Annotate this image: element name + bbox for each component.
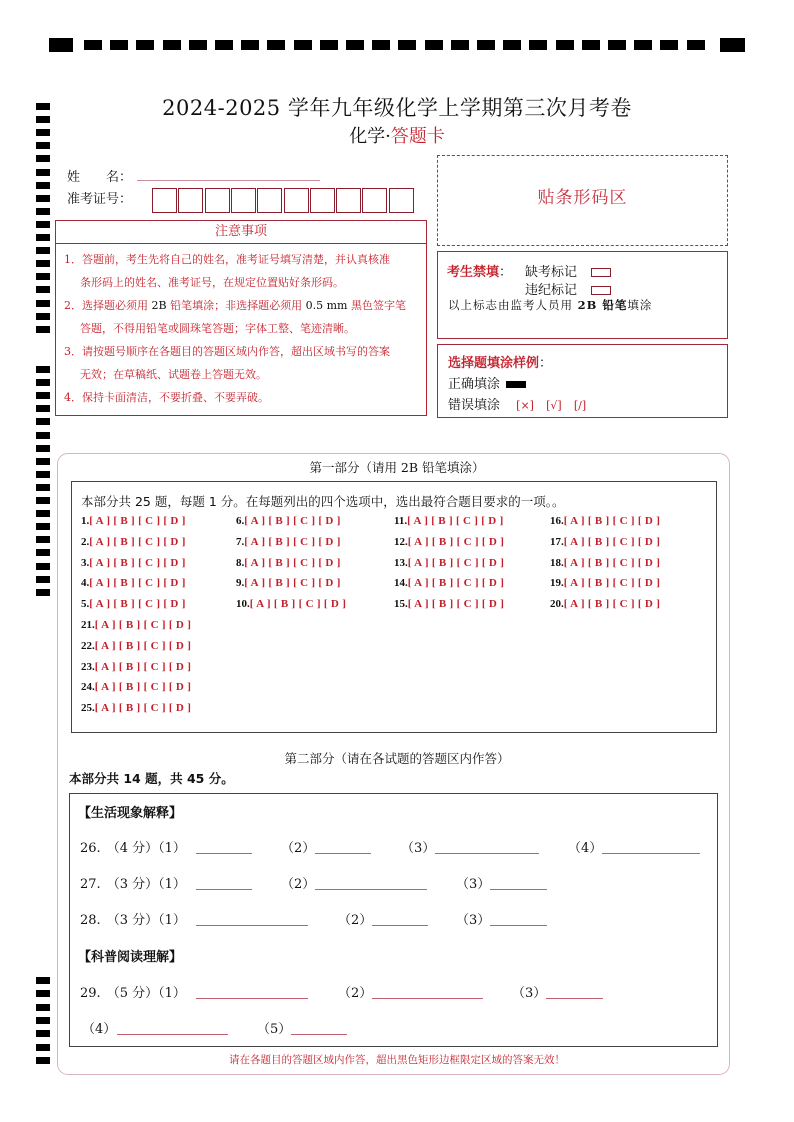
notice-item-4: 4．保持卡面清洁，不要折叠、不要弄破。 bbox=[64, 391, 269, 404]
timing-mark bbox=[582, 40, 600, 50]
timing-mark bbox=[136, 40, 154, 50]
page-title: 2024-2025 学年九年级化学上学期第三次月考卷 bbox=[162, 96, 632, 120]
timing-mark bbox=[36, 169, 50, 176]
choice-section bbox=[71, 481, 717, 733]
id-digit-box[interactable] bbox=[152, 188, 177, 213]
timing-mark bbox=[36, 445, 50, 452]
q28-answer-3[interactable] bbox=[490, 915, 547, 926]
q27-label-3: （3） bbox=[456, 877, 491, 892]
timing-mark bbox=[36, 221, 50, 228]
timing-mark bbox=[608, 40, 626, 50]
q26-label-4: （4） bbox=[568, 841, 603, 856]
timing-mark bbox=[36, 589, 50, 596]
q26-answer-1[interactable] bbox=[196, 843, 252, 854]
timing-mark bbox=[241, 40, 259, 50]
q28-answer-2[interactable] bbox=[372, 915, 428, 926]
choice-question-13[interactable]: 13.[ A ] [ B ] [ C ] [ D ] bbox=[394, 556, 505, 569]
timing-mark bbox=[36, 313, 50, 320]
question-26: 26. （4 分）（1） bbox=[80, 841, 186, 856]
timing-mark bbox=[36, 536, 50, 543]
barcode-area: 贴条形码区 bbox=[437, 155, 728, 246]
timing-mark bbox=[110, 40, 128, 50]
timing-mark bbox=[634, 40, 652, 50]
timing-mark bbox=[320, 40, 338, 50]
q26-label-3: （3） bbox=[401, 841, 436, 856]
timing-mark bbox=[36, 432, 50, 439]
part2-summary: 本部分共 14 题，共 45 分。 bbox=[69, 771, 234, 786]
timing-mark bbox=[36, 576, 50, 583]
timing-mark bbox=[477, 40, 495, 50]
correct-fill-example bbox=[506, 381, 526, 388]
page-subtitle bbox=[0, 122, 794, 148]
absent-mark-row: 缺考标记 bbox=[525, 261, 611, 280]
timing-mark bbox=[36, 497, 50, 504]
q27-label-2: （2） bbox=[281, 877, 316, 892]
q26-label-2: （2） bbox=[281, 841, 316, 856]
subtitle-prefix: 化学· bbox=[349, 126, 391, 147]
id-digit-box[interactable] bbox=[389, 188, 414, 213]
timing-mark bbox=[36, 326, 50, 333]
timing-mark bbox=[36, 247, 50, 254]
choice-question-18[interactable]: 18.[ A ] [ B ] [ C ] [ D ] bbox=[550, 556, 661, 569]
timing-mark bbox=[36, 1017, 50, 1024]
q27-answer-1[interactable] bbox=[196, 879, 252, 890]
choice-question-17[interactable]: 17.[ A ] [ B ] [ C ] [ D ] bbox=[550, 535, 661, 548]
q29-answer-5[interactable] bbox=[291, 1024, 347, 1035]
q27-answer-2[interactable] bbox=[315, 879, 427, 890]
choice-question-11[interactable]: 11.[ A ] [ B ] [ C ] [ D ] bbox=[394, 515, 504, 527]
q29-answer-3[interactable] bbox=[546, 988, 603, 999]
notice-item-1-cont: 条形码上的姓名、准考证号，在规定位置贴好条形码。 bbox=[80, 276, 344, 289]
wrong-fill-row: 错误填涂 [×] [√] [/] bbox=[448, 398, 587, 413]
timing-mark bbox=[36, 392, 50, 399]
id-digit-box[interactable] bbox=[178, 188, 203, 213]
choice-question-8[interactable]: 8.[ A ] [ B ] [ C ] [ D ] bbox=[236, 556, 341, 569]
choice-question-19[interactable]: 19.[ A ] [ B ] [ C ] [ D ] bbox=[550, 577, 661, 590]
timing-mark bbox=[36, 1004, 50, 1011]
question-27: 27. （3 分）（1） bbox=[80, 877, 186, 892]
timing-mark bbox=[36, 260, 50, 267]
notice-header: 注意事项 bbox=[55, 220, 427, 244]
q28-answer-1[interactable] bbox=[196, 915, 308, 926]
q29-label-4: （4） bbox=[82, 1022, 117, 1037]
choice-question-12[interactable]: 12.[ A ] [ B ] [ C ] [ D ] bbox=[394, 535, 505, 548]
choice-question-5[interactable]: 5.[ A ] [ B ] [ C ] [ D ] bbox=[81, 598, 186, 611]
violation-mark-row: 违纪标记 bbox=[525, 279, 611, 298]
part1-instructions: 本部分共 25 题，每题 1 分。在每题列出的四个选项中，选出最符合题目要求的一项。。 bbox=[81, 494, 565, 509]
subtitle-highlight: 答题卡 bbox=[390, 126, 445, 147]
examiner-note: 以上标志由监考人员用 2B 铅笔填涂 bbox=[448, 298, 653, 312]
q28-label-2: （2） bbox=[338, 913, 373, 928]
timing-mark bbox=[36, 379, 50, 386]
notice-item-3: 3．请按题号顺序在各题目的答题区域内作答，超出区域书写的答案 bbox=[64, 345, 390, 358]
section-life-phenomena: 【生活现象解释】 bbox=[78, 806, 183, 821]
violation-mark-checkbox[interactable] bbox=[591, 286, 611, 295]
name-field[interactable] bbox=[137, 180, 320, 181]
name-label: 姓 名： bbox=[67, 170, 133, 185]
timing-mark bbox=[163, 40, 181, 50]
notice-item-2-cont: 答题，不得用铅笔或圆珠笔答题；字体工整、笔迹清晰。 bbox=[80, 322, 355, 335]
q29-answer-2[interactable] bbox=[372, 988, 483, 999]
timing-mark bbox=[372, 40, 390, 50]
choice-question-9[interactable]: 9.[ A ] [ B ] [ C ] [ D ] bbox=[236, 577, 341, 590]
part2-title: 第二部分（请在各试题的答题区内作答） bbox=[284, 751, 510, 766]
choice-question-23[interactable]: 23.[ A ] [ B ] [ C ] [ D ] bbox=[81, 660, 192, 673]
q28-label-3: （3） bbox=[456, 913, 491, 928]
choice-question-21[interactable]: 21.[ A ] [ B ] [ C ] [ D ] bbox=[81, 619, 192, 631]
q29-label-2: （2） bbox=[338, 986, 373, 1001]
id-digit-box[interactable] bbox=[310, 188, 335, 213]
choice-question-22[interactable]: 22.[ A ] [ B ] [ C ] [ D ] bbox=[81, 639, 192, 652]
q29-answer-1[interactable] bbox=[196, 988, 308, 999]
timing-mark bbox=[36, 182, 50, 189]
choice-question-10[interactable]: 10.[ A ] [ B ] [ C ] [ D ] bbox=[236, 598, 347, 611]
choice-question-6[interactable]: 6.[ A ] [ B ] [ C ] [ D ] bbox=[236, 515, 341, 527]
id-label: 准考证号： bbox=[67, 192, 133, 207]
question-29: 29. （5 分）（1） bbox=[80, 986, 186, 1001]
section-science-reading: 【科普阅读理解】 bbox=[78, 950, 183, 965]
choice-question-14[interactable]: 14.[ A ] [ B ] [ C ] [ D ] bbox=[394, 577, 505, 590]
notice-item-2: 2．选择题必须用 2B 铅笔填涂；非选择题必须用 0.5 mm 黑色签字笔 bbox=[64, 299, 406, 312]
choice-question-4[interactable]: 4.[ A ] [ B ] [ C ] [ D ] bbox=[81, 577, 186, 590]
timing-mark bbox=[720, 38, 745, 52]
timing-mark bbox=[36, 405, 50, 412]
correct-fill-row: 正确填涂 bbox=[448, 373, 526, 392]
timing-mark bbox=[503, 40, 521, 50]
timing-mark bbox=[36, 366, 50, 373]
timing-mark bbox=[36, 484, 50, 491]
timing-mark bbox=[556, 40, 574, 50]
choice-question-25[interactable]: 25.[ A ] [ B ] [ C ] [ D ] bbox=[81, 702, 192, 715]
timing-mark bbox=[36, 523, 50, 530]
fill-in-section bbox=[69, 793, 718, 1047]
choice-question-15[interactable]: 15.[ A ] [ B ] [ C ] [ D ] bbox=[394, 598, 505, 611]
choice-question-20[interactable]: 20.[ A ] [ B ] [ C ] [ D ] bbox=[550, 598, 661, 611]
choice-question-24[interactable]: 24.[ A ] [ B ] [ C ] [ D ] bbox=[81, 681, 192, 694]
id-digit-box[interactable] bbox=[205, 188, 230, 213]
choice-question-7[interactable]: 7.[ A ] [ B ] [ C ] [ D ] bbox=[236, 535, 341, 548]
q29-answer-4[interactable] bbox=[117, 1024, 228, 1035]
timing-mark bbox=[36, 286, 50, 293]
q29-label-3: （3） bbox=[512, 986, 547, 1001]
q26-answer-3[interactable] bbox=[435, 843, 539, 854]
timing-mark bbox=[36, 195, 50, 202]
q29-label-5: （5） bbox=[257, 1022, 292, 1037]
timing-mark bbox=[660, 40, 678, 50]
timing-mark bbox=[451, 40, 469, 50]
id-digit-box[interactable] bbox=[231, 188, 256, 213]
examiner-only-title: 考生禁填 bbox=[447, 265, 500, 280]
notice-item-3-cont: 无效；在草稿纸、试题卷上答题无效。 bbox=[80, 368, 267, 381]
choice-question-2[interactable]: 2.[ A ] [ B ] [ C ] [ D ] bbox=[81, 535, 186, 548]
timing-mark bbox=[267, 40, 285, 50]
timing-mark bbox=[294, 40, 312, 50]
footer-warning: 请在各题目的答题区域内作答，超出黑色矩形边框限定区域的答案无效！ bbox=[229, 1054, 565, 1066]
timing-mark bbox=[36, 549, 50, 556]
id-digit-box[interactable] bbox=[362, 188, 387, 213]
timing-mark bbox=[36, 510, 50, 517]
timing-mark bbox=[36, 1044, 50, 1051]
question-28: 28. （3 分）（1） bbox=[80, 913, 186, 928]
examiner-only-box: 考生禁填： 缺考标记 违纪标记 以上标志由监考人员用 2B 铅笔填涂 bbox=[437, 251, 728, 339]
q27-answer-3[interactable] bbox=[490, 879, 547, 890]
timing-mark bbox=[36, 155, 50, 162]
id-digit-box[interactable] bbox=[336, 188, 361, 213]
timing-mark bbox=[36, 977, 50, 984]
timing-mark bbox=[36, 300, 50, 307]
timing-mark bbox=[36, 273, 50, 280]
timing-mark bbox=[49, 38, 73, 52]
timing-mark bbox=[215, 40, 233, 50]
timing-mark bbox=[84, 40, 102, 50]
absent-mark-checkbox[interactable] bbox=[591, 268, 611, 277]
timing-mark bbox=[189, 40, 207, 50]
timing-mark bbox=[36, 234, 50, 241]
timing-mark bbox=[425, 40, 443, 50]
timing-mark bbox=[36, 990, 50, 997]
notice-body bbox=[55, 243, 427, 416]
timing-mark bbox=[36, 418, 50, 425]
choice-question-3[interactable]: 3.[ A ] [ B ] [ C ] [ D ] bbox=[81, 556, 186, 569]
timing-mark bbox=[529, 40, 547, 50]
timing-mark bbox=[36, 1030, 50, 1037]
wrong-fill-check: [√] bbox=[546, 399, 562, 412]
timing-mark bbox=[346, 40, 364, 50]
fill-sample-box: 选择题填涂样例： 正确填涂 错误填涂 [×] [√] [/] bbox=[437, 344, 728, 418]
wrong-fill-slash: [/] bbox=[573, 399, 587, 412]
part1-title: 第一部分（请用 2B 铅笔填涂） bbox=[309, 460, 485, 475]
notice-item-1: 1．答题前，考生先将自己的姓名，准考证号填写清楚，并认真核准 bbox=[64, 253, 390, 266]
timing-mark bbox=[36, 208, 50, 215]
q26-answer-4[interactable] bbox=[602, 843, 700, 854]
wrong-fill-cross: [×] bbox=[516, 399, 534, 412]
timing-mark bbox=[36, 563, 50, 570]
timing-mark bbox=[687, 40, 705, 50]
q26-answer-2[interactable] bbox=[315, 843, 371, 854]
fill-sample-title: 选择题填涂样例 bbox=[448, 356, 540, 371]
choice-question-1[interactable]: 1.[ A ] [ B ] [ C ] [ D ] bbox=[81, 515, 186, 527]
choice-question-16[interactable]: 16.[ A ] [ B ] [ C ] [ D ] bbox=[550, 515, 661, 527]
timing-mark bbox=[398, 40, 416, 50]
id-digit-box[interactable] bbox=[284, 188, 309, 213]
id-digit-box[interactable] bbox=[257, 188, 282, 213]
